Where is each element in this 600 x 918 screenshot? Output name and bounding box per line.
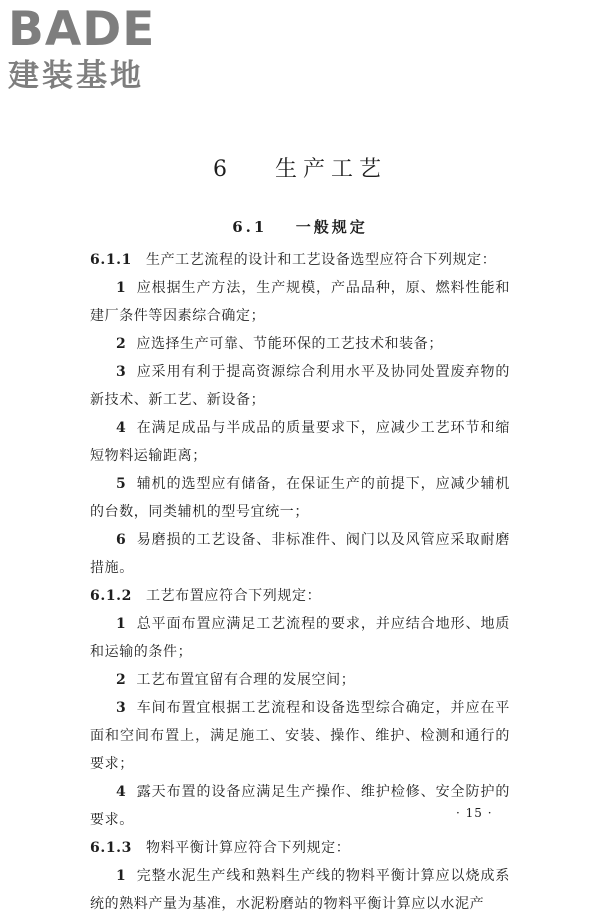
item-number: 3 [116,364,127,380]
bade-logo [8,4,178,93]
item-number: 2 [116,336,127,352]
logo-subtitle: 建装基地 [8,58,144,94]
clause-number: 6.1.1 [90,252,132,268]
item-number: 1 [116,616,127,632]
chapter-title: 生产工艺 [274,157,387,182]
clause-item [90,526,510,582]
clause-item [90,694,510,778]
clause-item [90,666,510,694]
chapter-heading [0,152,600,183]
item-text: 工艺布置宜留有合理的发展空间； [136,672,356,688]
section-heading [0,216,600,237]
item-text: 应选择生产可靠、节能环保的工艺技术和装备； [136,336,443,352]
clause-item [90,778,510,834]
item-number: 2 [116,672,127,688]
clause-text: 物料平衡计算应符合下列规定： [145,840,351,856]
item-text: 辅机的选型应有储备，在保证生产的前提下，应减少辅机的台数，同类辅机的型号宜统一； [90,476,510,520]
clause-item [90,610,510,666]
item-text: 车间布置宜根据工艺流程和设备选型综合确定，并应在平面和空间布置上，满足施工、安装、操作、维护、检测和通行的要求； [90,700,510,772]
clause-text: 工艺布置应符合下列规定： [145,588,322,604]
item-number: 3 [116,700,127,716]
item-text: 总平面布置应满足工艺流程的要求，并应结合地形、地质和运输的条件； [90,616,510,660]
section-title: 一般规定 [295,218,368,236]
clause-number: 6.1.3 [90,840,132,856]
item-text: 应采用有利于提高资源综合利用水平及协同处置废弃物的新技术、新工艺、新设备； [90,364,510,408]
document-body [90,246,510,918]
clause [90,582,510,610]
item-number: 4 [116,784,127,800]
clause-item [90,862,510,918]
clause-number: 6.1.2 [90,588,132,604]
item-number: 4 [116,420,127,436]
item-text: 在满足成品与半成品的质量要求下，应减少工艺环节和缩短物料运输距离； [90,420,510,464]
clause-item [90,330,510,358]
item-text: 露天布置的设备应满足生产操作、维护检修、安全防护的要求。 [90,784,510,828]
item-text: 应根据生产方法，生产规模，产品品种，原、燃料性能和建厂条件等因素综合确定； [90,280,510,324]
clause-item [90,414,510,470]
item-number: 1 [116,280,127,296]
clause [90,246,510,274]
item-text: 易磨损的工艺设备、非标准件、阀门以及风管应采取耐磨措施。 [90,532,510,576]
chapter-number: 6 [212,157,233,182]
clause-item [90,274,510,330]
item-text: 完整水泥生产线和熟料生产线的物料平衡计算应以烧成系统的熟料产量为基准，水泥粉磨站的物料平衡计算应以水泥产 [90,868,510,912]
clause-item [90,358,510,414]
clause-item [90,470,510,526]
clause [90,834,510,862]
page-number: · 15 · [456,806,493,820]
section-number: 6.1 [232,218,268,236]
item-number: 5 [116,476,127,492]
item-number: 6 [116,532,127,548]
item-number: 1 [116,868,127,884]
logo-wordmark: BADE [8,2,156,57]
clause-text: 生产工艺流程的设计和工艺设备选型应符合下列规定： [145,252,497,268]
